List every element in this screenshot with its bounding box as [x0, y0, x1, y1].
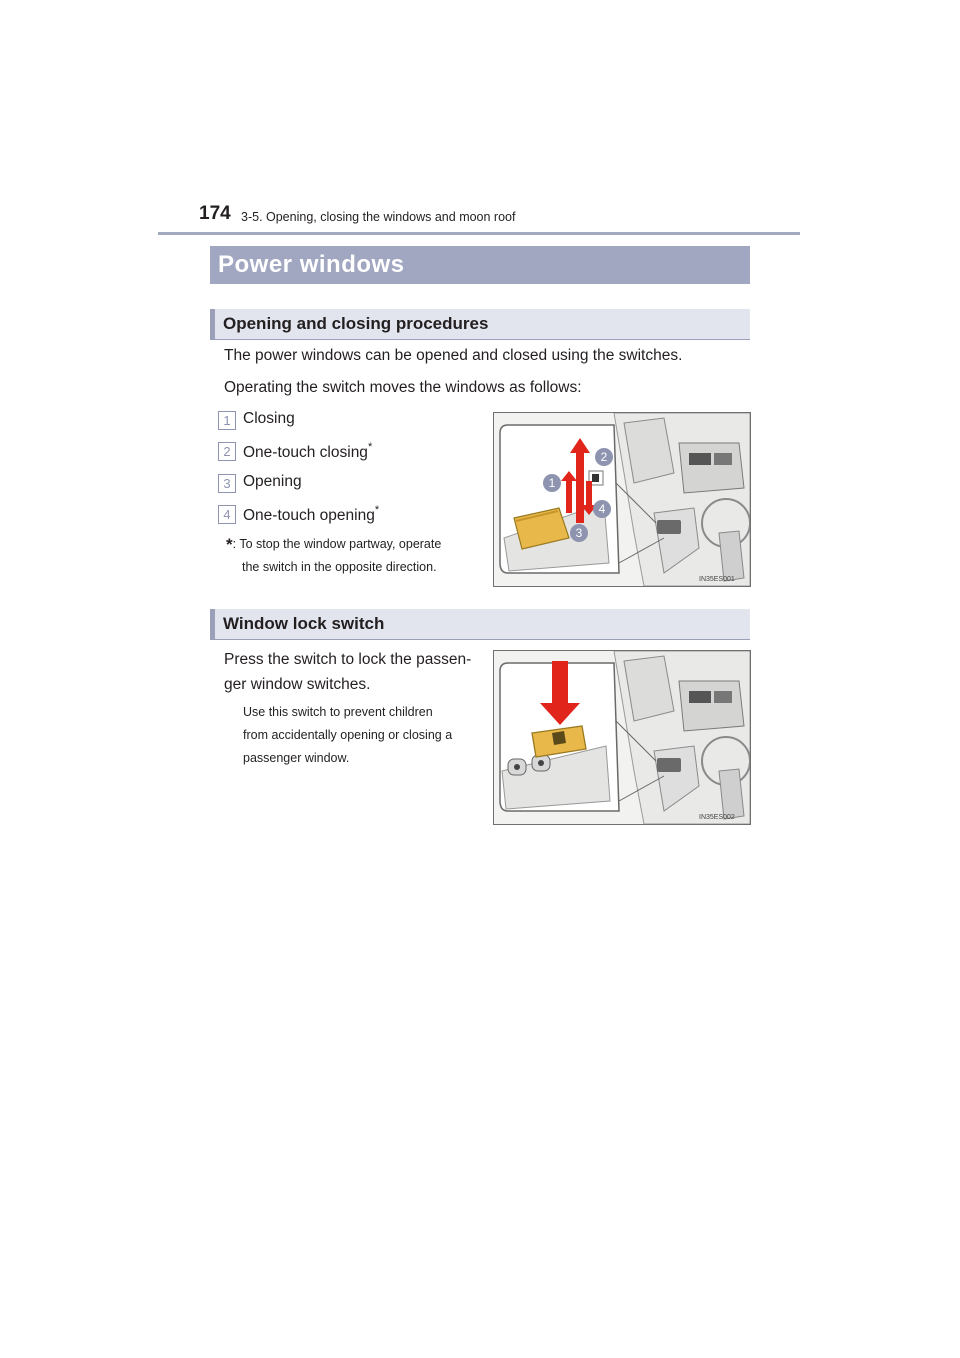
lead-text: Operating the switch moves the windows as follows:	[224, 379, 582, 396]
item-number-2: 2	[218, 442, 236, 461]
section-title-bar	[210, 246, 750, 284]
header-rule	[158, 232, 800, 235]
figure-code: IN35ES002	[699, 814, 735, 821]
subheading-title: Opening and closing procedures	[223, 314, 489, 333]
section-title: Power windows	[218, 251, 405, 278]
footnote: *: To stop the window partway, operate the switch in the opposite direction.	[226, 535, 442, 574]
subheading-window-lock	[210, 609, 750, 640]
svg-text:3: 3	[575, 526, 583, 540]
lock-note: Use this switch to prevent children from accidentally opening or closing a passenger window.	[243, 705, 453, 765]
running-title: 3-5. Opening, closing the windows and moon roof	[241, 210, 516, 224]
item-one-touch-closing: One-touch closing*	[243, 441, 373, 461]
window-lock-figure	[493, 650, 751, 825]
lock-instruction: Press the switch to lock the passen- ger window switches.	[224, 651, 472, 693]
subheading-opening-closing	[210, 309, 750, 340]
svg-text:1: 1	[548, 476, 556, 490]
intro-text: The power windows can be opened and closed using the switches.	[224, 347, 683, 364]
item-closing: Closing	[243, 410, 295, 427]
item-one-touch-opening: One-touch opening*	[243, 504, 380, 524]
page-number: 174	[199, 203, 231, 224]
figure-code: IN35ES001	[699, 576, 735, 583]
item-number-3: 3	[218, 474, 236, 493]
item-number-4: 4	[218, 505, 236, 524]
item-number-1: 1	[218, 411, 236, 430]
item-opening: Opening	[243, 473, 302, 490]
subheading-title: Window lock switch	[223, 614, 385, 633]
window-switch-figure	[493, 412, 751, 587]
svg-text:2: 2	[600, 450, 608, 464]
svg-text:4: 4	[598, 502, 606, 516]
